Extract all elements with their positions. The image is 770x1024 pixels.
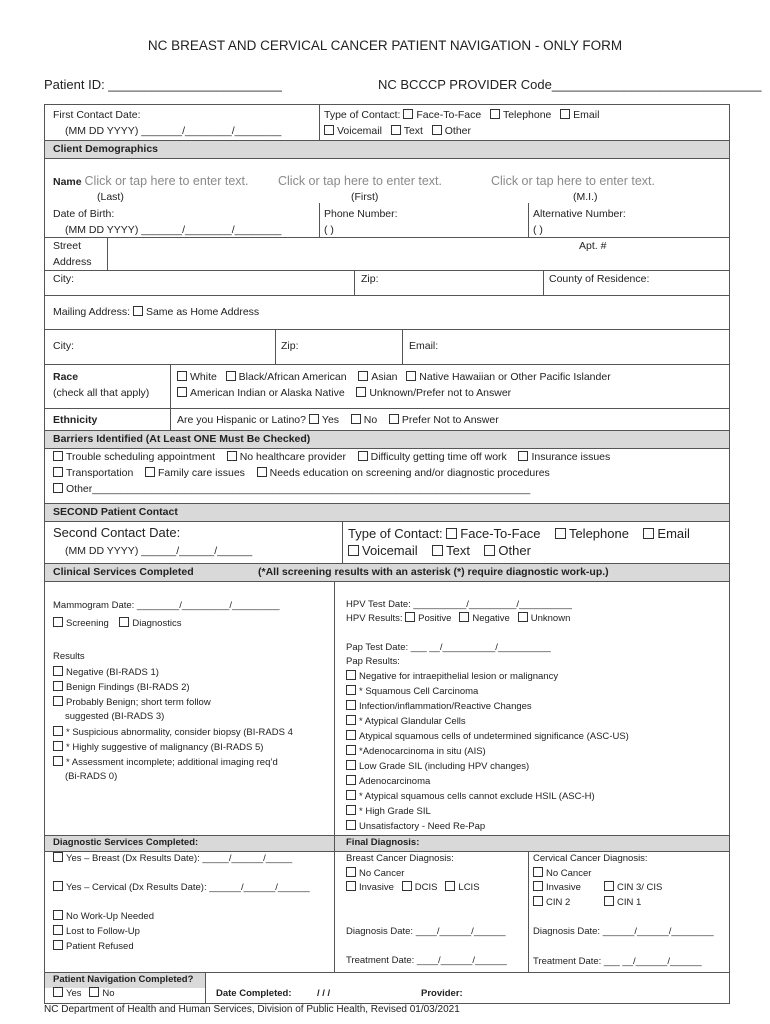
hispanic-prefer-label: Prefer Not to Answer <box>401 414 499 426</box>
last-name-input[interactable]: Click or tap here to enter text. <box>84 174 249 188</box>
line <box>319 203 320 237</box>
barrier-family-label: Family care issues <box>157 467 245 479</box>
pap-result-label: * Atypical squamous cells cannot exclude HSIL (ASC-H) <box>359 791 595 802</box>
hispanic-yes-label: Yes <box>321 414 340 426</box>
other-label: Other <box>444 125 472 137</box>
pap-checkbox[interactable] <box>346 715 356 725</box>
pap-results-label: Pap Results: <box>346 656 400 667</box>
line <box>528 203 529 237</box>
barrier-education-label: Needs education on screening and/or diagnostic procedures <box>269 467 550 479</box>
barrier-education-checkbox[interactable] <box>257 467 267 477</box>
barrier-time-off-checkbox[interactable] <box>358 451 368 461</box>
hpv-positive-label: Positive <box>418 613 452 624</box>
no-workup-checkbox[interactable] <box>53 910 63 920</box>
hpv-negative-checkbox[interactable] <box>459 612 469 622</box>
cin3-checkbox[interactable] <box>604 881 614 891</box>
unknown-race-checkbox[interactable] <box>356 387 366 397</box>
no-workup-row <box>53 910 154 924</box>
clinical-heading: Clinical Services Completed <box>53 566 194 578</box>
line <box>275 329 276 364</box>
pap-result-label: Atypical squamous cells of undetermined significance (ASC-US) <box>359 731 629 742</box>
second-text-checkbox[interactable] <box>432 545 443 556</box>
line <box>342 521 343 563</box>
ethnicity-row <box>177 413 499 427</box>
mammo-result <box>53 741 263 755</box>
pap-checkbox[interactable] <box>346 775 356 785</box>
pap-checkbox[interactable] <box>346 700 356 710</box>
dx-breast-label[interactable]: Yes – Breast (Dx Results Date): _____/______/_____ <box>66 853 293 864</box>
first-caption: (First) <box>351 191 379 203</box>
barrier-scheduling-label: Trouble scheduling appointment <box>66 451 216 463</box>
breast-type-row <box>346 881 480 895</box>
hispanic-no-checkbox[interactable] <box>351 414 361 424</box>
mammo-type-row <box>53 617 181 631</box>
birads5-checkbox[interactable] <box>53 741 63 751</box>
line <box>45 430 729 431</box>
pap-checkbox[interactable] <box>346 805 356 815</box>
birads3-continued: suggested (BI-RADS 3) <box>65 711 165 722</box>
pap-result-label: Adenocarcinoma <box>359 776 431 787</box>
second-type-row <box>348 525 690 542</box>
second-voicemail-checkbox[interactable] <box>348 545 359 556</box>
hpv-results-row <box>346 612 570 626</box>
barrier-family-checkbox[interactable] <box>145 467 155 477</box>
lost-checkbox[interactable] <box>53 925 63 935</box>
hpv-date-field[interactable]: HPV Test Date: __________/_________/__________ <box>346 599 572 610</box>
line <box>45 521 729 522</box>
cin2-label: CIN 2 <box>546 897 571 908</box>
name-label: Name <box>53 176 82 188</box>
birads1-checkbox[interactable] <box>53 666 63 676</box>
county-label: County of Residence: <box>549 273 650 285</box>
text-checkbox[interactable] <box>391 125 401 135</box>
ethnicity-label: Ethnicity <box>53 414 98 426</box>
hispanic-yes-checkbox[interactable] <box>309 414 319 424</box>
barriers-row-1 <box>53 450 610 464</box>
second-type-row-2 <box>348 542 531 559</box>
email-label: Email <box>573 109 600 121</box>
pap-date-field[interactable]: Pap Test Date: ___ __/__________/__________ <box>346 642 551 653</box>
refused-label: Patient Refused <box>66 941 134 952</box>
last-caption: (Last) <box>97 191 124 203</box>
contact-type-row <box>324 108 599 122</box>
provider-code-field[interactable]: NC BCCCP PROVIDER Code_____________________________ <box>378 77 762 92</box>
cin1-checkbox[interactable] <box>604 896 614 906</box>
mammo-result <box>53 756 278 770</box>
cervical-invasive-row <box>533 881 581 895</box>
line <box>45 140 729 141</box>
barriers-heading: Barriers Identified (At Least ONE Must Be Checked) <box>53 433 311 445</box>
barrier-provider-checkbox[interactable] <box>227 451 237 461</box>
navigation-yes-label: Yes <box>66 988 82 999</box>
barriers-row-3 <box>53 482 530 496</box>
line <box>543 270 544 295</box>
birads5-label: * Highly suggestive of malignancy (BI-RADS 5) <box>66 742 264 753</box>
second-email-checkbox[interactable] <box>643 528 654 539</box>
hpv-unknown-label: Unknown <box>530 613 571 624</box>
second-face-checkbox[interactable] <box>446 528 457 539</box>
same-as-home-checkbox[interactable] <box>133 306 143 316</box>
pap-result <box>346 715 466 729</box>
first-contact-date-field[interactable]: (MM DD YYYY) _______/________/________ <box>65 125 282 137</box>
aian-checkbox[interactable] <box>177 387 187 397</box>
breast-no-cancer-row <box>346 867 404 881</box>
hpv-results-label: HPV Results: <box>346 613 403 624</box>
second-telephone-label: Telephone <box>568 526 629 541</box>
cervical-invasive-checkbox[interactable] <box>533 881 543 891</box>
line <box>45 237 729 238</box>
pap-checkbox[interactable] <box>346 745 356 755</box>
birads2-label: Benign Findings (BI-RADS 2) <box>66 682 190 693</box>
middle-initial-input[interactable]: Click or tap here to enter text. <box>491 174 655 188</box>
birads1-label: Negative (BI-RADS 1) <box>66 667 159 678</box>
dcis-label: DCIS <box>414 882 438 893</box>
line <box>45 448 729 449</box>
second-other-label: Other <box>498 543 531 558</box>
second-voicemail-label: Voicemail <box>362 543 418 558</box>
mammo-result <box>53 666 159 680</box>
provider-label: Provider: <box>421 988 463 999</box>
navigation-options <box>53 987 115 1001</box>
alt-phone-field[interactable]: ( ) <box>533 224 543 236</box>
navigation-yes-checkbox[interactable] <box>53 987 63 997</box>
date-completed-label: Date Completed: <box>216 988 292 999</box>
aian-label: American Indian or Alaska Native <box>190 387 345 399</box>
contact-type-row-2 <box>324 124 471 138</box>
breast-dx-date-field[interactable]: Diagnosis Date: ____/______/______ <box>346 926 506 937</box>
hpv-positive-checkbox[interactable] <box>405 612 415 622</box>
second-contact-date-field[interactable]: (MM DD YYYY) ______/______/______ <box>65 545 253 557</box>
line <box>45 364 729 365</box>
dx-cervical-checkbox[interactable] <box>53 881 63 891</box>
line <box>170 364 171 430</box>
barrier-other-checkbox[interactable] <box>53 483 63 493</box>
breast-no-cancer-checkbox[interactable] <box>346 867 356 877</box>
pap-result <box>346 820 485 834</box>
dob-field[interactable]: (MM DD YYYY) _______/________/________ <box>65 224 282 236</box>
second-contact-label: Second Contact Date: <box>53 525 181 540</box>
dx-cervical-label[interactable]: Yes – Cervical (Dx Results Date): ______/______/______ <box>66 882 310 893</box>
line <box>45 329 729 330</box>
second-telephone-checkbox[interactable] <box>555 528 566 539</box>
race-sub: (check all that apply) <box>53 387 150 399</box>
black-checkbox[interactable] <box>226 371 236 381</box>
navigation-no-label: No <box>102 988 115 999</box>
form-title: NC BREAST AND CERVICAL CANCER PATIENT NAVIGATION - ONLY FORM <box>147 38 623 53</box>
race-row-2 <box>177 386 511 400</box>
dx-breast-checkbox[interactable] <box>53 852 63 862</box>
alt-phone-label: Alternative Number: <box>533 208 626 220</box>
barrier-other-field[interactable]: Other___________________________________________________________________________ <box>66 483 531 495</box>
mi-caption: (M.I.) <box>573 191 598 203</box>
ethnicity-question: Are you Hispanic or Latino? <box>177 414 306 426</box>
screening-label: Screening <box>66 618 109 629</box>
birads0-checkbox[interactable] <box>53 756 63 766</box>
pap-checkbox[interactable] <box>346 730 356 740</box>
dob-label: Date of Birth: <box>53 208 115 220</box>
cin3-row <box>604 881 662 895</box>
asian-checkbox[interactable] <box>358 371 368 381</box>
birads3-label: Probably Benign; short term follow <box>66 697 211 708</box>
birads2-checkbox[interactable] <box>53 681 63 691</box>
first-contact-label: First Contact Date: <box>53 109 141 121</box>
barrier-provider-label: No healthcare provider <box>239 451 346 463</box>
birads0-continued: (Bi-RADS 0) <box>65 771 118 782</box>
mammo-result <box>53 681 190 695</box>
lost-label: Lost to Follow-Up <box>66 926 140 937</box>
clinical-note: (*All screening results with an asterisk (*) require diagnostic work-up.) <box>258 566 609 578</box>
cin1-label: CIN 1 <box>617 897 642 908</box>
pap-result <box>346 685 478 699</box>
no-workup-label: No Work-Up Needed <box>66 911 155 922</box>
barriers-row-2 <box>53 466 550 480</box>
demographics-heading: Client Demographics <box>53 143 159 155</box>
birads3-checkbox[interactable] <box>53 696 63 706</box>
email-field-label: Email: <box>409 340 439 352</box>
pap-checkbox[interactable] <box>346 760 356 770</box>
pap-result-label: * Atypical Glandular Cells <box>359 716 466 727</box>
black-label: Black/African American <box>238 371 347 383</box>
barrier-transport-label: Transportation <box>66 467 134 479</box>
barrier-scheduling-checkbox[interactable] <box>53 451 63 461</box>
dx-breast-row <box>53 852 292 866</box>
cervical-no-cancer-checkbox[interactable] <box>533 867 543 877</box>
line <box>45 295 729 296</box>
line <box>107 237 108 270</box>
first-name-input[interactable]: Click or tap here to enter text. <box>278 174 442 188</box>
second-contact-heading: SECOND Patient Contact <box>53 506 178 518</box>
line <box>319 105 320 140</box>
hawaiian-label: Native Hawaiian or Other Pacific Islander <box>419 371 611 383</box>
pap-result <box>346 730 629 744</box>
hpv-negative-label: Negative <box>472 613 510 624</box>
mammogram-date-field[interactable]: Mammogram Date: ________/_________/_________ <box>53 600 280 611</box>
lcis-label: LCIS <box>458 882 480 893</box>
diagnostic-heading: Diagnostic Services Completed: <box>53 837 199 848</box>
line <box>45 158 729 159</box>
hispanic-no-label: No <box>363 414 378 426</box>
refused-row <box>53 940 134 954</box>
line <box>45 408 729 409</box>
hpv-unknown-checkbox[interactable] <box>518 612 528 622</box>
pap-result <box>346 760 529 774</box>
hispanic-prefer-checkbox[interactable] <box>389 414 399 424</box>
second-other-checkbox[interactable] <box>484 545 495 556</box>
pap-result <box>346 670 558 684</box>
pap-result-label: Unsatisfactory - Need Re-Pap <box>359 821 486 832</box>
line <box>45 270 729 271</box>
name-row <box>53 174 249 189</box>
race-label: Race <box>53 371 79 383</box>
breast-invasive-label: Invasive <box>359 882 394 893</box>
breast-invasive-checkbox[interactable] <box>346 881 356 891</box>
second-email-label: Email <box>657 526 690 541</box>
birads4-label: * Suspicious abnormality, consider biopsy (BI-RADS 4 <box>66 727 293 738</box>
screening-checkbox[interactable] <box>53 617 63 627</box>
cervical-no-cancer-label: No Cancer <box>546 868 592 879</box>
line <box>354 270 355 295</box>
pap-checkbox[interactable] <box>346 790 356 800</box>
voicemail-checkbox[interactable] <box>324 125 334 135</box>
birads4-checkbox[interactable] <box>53 726 63 736</box>
barrier-transport-checkbox[interactable] <box>53 467 63 477</box>
final-heading: Final Diagnosis: <box>346 837 420 848</box>
line <box>45 503 729 504</box>
navigation-form <box>44 104 730 1004</box>
mail-city-label: City: <box>53 340 74 352</box>
phone-label: Phone Number: <box>324 208 398 220</box>
barrier-time-off-label: Difficulty getting time off work <box>370 451 507 463</box>
cervical-tx-date-field[interactable]: Treatment Date: ___ __/______/______ <box>533 956 702 967</box>
pap-result <box>346 745 486 759</box>
pap-result <box>346 805 431 819</box>
pap-checkbox[interactable] <box>346 685 356 695</box>
cervical-no-cancer-row <box>533 867 591 881</box>
city-label: City: <box>53 273 74 285</box>
street-label-2: Address <box>53 256 92 268</box>
line <box>45 581 729 582</box>
unknown-race-label: Unknown/Prefer not to Answer <box>369 387 512 399</box>
pap-result-label: * Squamous Cell Carcinoma <box>359 686 479 697</box>
line <box>205 972 206 1003</box>
patient-id-field[interactable]: Patient ID: ________________________ <box>44 77 282 92</box>
zip-label: Zip: <box>361 273 379 285</box>
breast-tx-date-field[interactable]: Treatment Date: ____/______/______ <box>346 955 507 966</box>
pap-result-label: * High Grade SIL <box>359 806 431 817</box>
pap-checkbox[interactable] <box>346 820 356 830</box>
pap-result <box>346 700 532 714</box>
cervical-invasive-label: Invasive <box>546 882 581 893</box>
telephone-checkbox[interactable] <box>490 109 500 119</box>
lcis-checkbox[interactable] <box>445 881 455 891</box>
mammo-result <box>53 726 293 740</box>
street-label: Street <box>53 240 82 252</box>
dx-cervical-row <box>53 881 310 895</box>
line <box>528 851 529 972</box>
lost-row <box>53 925 140 939</box>
cervical-dx-date-field[interactable]: Diagnosis Date: ______/______/________ <box>533 926 714 937</box>
pap-result-label: Low Grade SIL (including HPV changes) <box>359 761 530 772</box>
cin3-label: CIN 3/ CIS <box>617 882 663 893</box>
mailing-label: Mailing Address: <box>53 306 131 318</box>
cin2-row <box>533 896 570 910</box>
race-row-1 <box>177 370 611 384</box>
results-label: Results <box>53 651 85 662</box>
date-completed-field[interactable]: / / / <box>317 988 331 999</box>
pap-result <box>346 775 430 789</box>
email-checkbox[interactable] <box>560 109 570 119</box>
barrier-insurance-label: Insurance issues <box>531 451 611 463</box>
hawaiian-checkbox[interactable] <box>406 371 416 381</box>
line <box>334 581 335 972</box>
pap-result-label: *Adenocarcinoma in situ (AIS) <box>359 746 486 757</box>
second-type-label: Type of Contact: <box>348 526 443 541</box>
cin1-row <box>604 896 641 910</box>
other-checkbox[interactable] <box>432 125 442 135</box>
refused-checkbox[interactable] <box>53 940 63 950</box>
telephone-label: Telephone <box>502 109 552 121</box>
diagnostics-checkbox[interactable] <box>119 617 129 627</box>
mail-zip-label: Zip: <box>281 340 299 352</box>
navigation-no-checkbox[interactable] <box>89 987 99 997</box>
dcis-checkbox[interactable] <box>402 881 412 891</box>
same-as-home-label: Same as Home Address <box>145 306 260 318</box>
apt-label: Apt. # <box>579 240 607 252</box>
pap-result-label: Infection/inflammation/Reactive Changes <box>359 701 532 712</box>
white-checkbox[interactable] <box>177 371 187 381</box>
white-label: White <box>190 371 217 383</box>
breast-no-cancer-label: No Cancer <box>359 868 405 879</box>
pap-checkbox[interactable] <box>346 670 356 680</box>
footer-text: NC Department of Health and Human Services, Division of Public Health, Revised 01/03/2021 <box>44 1004 460 1015</box>
diagnostics-label: Diagnostics <box>132 618 182 629</box>
contact-type-label: Type of Contact: <box>324 109 401 121</box>
text-label: Text <box>403 125 423 137</box>
line <box>402 329 403 364</box>
face-to-face-checkbox[interactable] <box>403 109 413 119</box>
pap-result <box>346 790 595 804</box>
second-face-label: Face-To-Face <box>460 526 541 541</box>
breast-dx-label: Breast Cancer Diagnosis: <box>346 853 454 864</box>
cin2-checkbox[interactable] <box>533 896 543 906</box>
mammo-result <box>53 696 211 710</box>
navigation-question: Patient Navigation Completed? <box>53 974 194 985</box>
mailing-row <box>53 305 259 319</box>
face-to-face-label: Face-To-Face <box>416 109 482 121</box>
asian-label: Asian <box>371 371 398 383</box>
barrier-insurance-checkbox[interactable] <box>518 451 528 461</box>
phone-field[interactable]: ( ) <box>324 224 334 236</box>
voicemail-label: Voicemail <box>337 125 382 137</box>
line <box>45 563 729 564</box>
pap-result-label: Negative for intraepithelial lesion or malignancy <box>359 671 559 682</box>
birads0-label: * Assessment incomplete; additional imaging req’d <box>66 757 278 768</box>
second-text-label: Text <box>446 543 470 558</box>
cervical-dx-label: Cervical Cancer Diagnosis: <box>533 853 648 864</box>
